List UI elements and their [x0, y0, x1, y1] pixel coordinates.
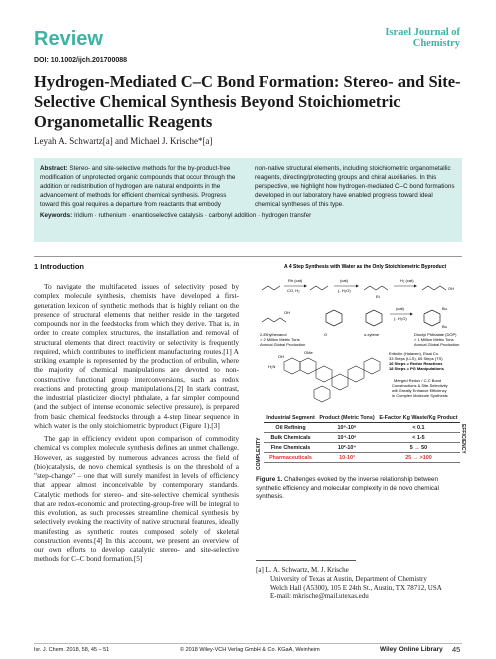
ethylhexanol-structure [262, 318, 286, 322]
label-bu-1: Bu [442, 306, 447, 311]
abstract-text-1: Stereo- and site-selective methods for the by-product-free modification of unprotected organic compounds that occur through the addition or redistribution of hydrogen are natural endpoints in the advancement of methods for efficient chemical synthesis. Progress toward this goal requires a departure from reactants that embody [40, 165, 236, 208]
label-cat-1: (cat) [340, 278, 348, 283]
table-header-segment: Industrial Segment [264, 414, 317, 423]
abstract-col-1 [40, 164, 241, 209]
table-row [264, 453, 460, 463]
keywords [40, 211, 456, 220]
label-merged-4: in Complex Molecule Synthesis [392, 393, 448, 398]
table-cell: 5 → 50 [377, 443, 460, 453]
table-cell: 10⁶-10⁸ [317, 423, 377, 433]
affiliation-divider [256, 560, 356, 561]
affiliation [256, 566, 462, 601]
body-text [34, 282, 239, 568]
affiliation-email[interactable]: E-mail: mkrische@mail.utexas.edu [270, 592, 369, 601]
footer-divider [34, 643, 462, 644]
label-dop: Dioctyl Phthalate (DOP) [414, 332, 457, 337]
label-eribulin-4: 18 Steps = PG Manipulations [389, 366, 444, 371]
label-ome: OMe [304, 350, 313, 355]
label-ethylhexanol: 2-Ethylhexanol [260, 332, 287, 337]
label-merged-2: Constructions & Site-Selectivity [392, 383, 448, 388]
label-co-h2: CO, H₂ [287, 288, 300, 293]
eribulin-structure [284, 358, 380, 402]
label-oh-1: OH [448, 286, 454, 291]
footer-library[interactable]: Wiley Online Library [380, 646, 443, 653]
label-eribulin-3: 16 Steps = Redox Reactions [389, 361, 443, 366]
efficiency-axis-label: EFFICIENCY [460, 424, 466, 454]
divider [34, 256, 462, 257]
label-dop-t2: Annual Global Production [414, 342, 460, 347]
label-merged-1: Merged Redox / C-C Bond [394, 378, 442, 383]
abstract-text-2: non-native structural elements, including stoichiometric organometallic reagents, directing/protecting groups and chiral auxiliaries. In this perspective, we highlight how hydrogen-mediated C–C bond formations developed in our laboratory have enabled progress toward ideal chemical syntheses of this type. [255, 165, 455, 208]
footer-copyright: © 2018 Wiley-VCH Verlag GmbH & Co. KGaA, Weinheim [180, 647, 320, 653]
doi[interactable]: DOI: 10.1002/ijch.201700088 [34, 57, 128, 64]
label-h2o-1: (- H₂O) [338, 288, 351, 293]
phthalic-anhydride-structure [326, 310, 342, 326]
figure-title: A 4 Step Synthesis with Water as the Only Stoichiometric Byproduct [284, 264, 447, 270]
paragraph-2: The gap in efficiency evident upon comparison of commodity chemical vs complex molecule synthesis defines an unmet challenge. However, as suggested by numerous advances across the field of (bio)catalysis, de novo chemical synthesis is on the threshold of a "step-change" – one that will surely manifest in levels of efficiency that appear almost inconceivable by contemporary standards. Catalytic methods for stereo- and site-selective chemical synthesis that are redox-economic and protecting-group-free will be integral to this evolution, as such processes streamline chemical synthesis by selectively evoking the reactivity of native structural features, ideally manifesting as synthetic routes composed solely of skeletal construction events.[4] In this account, we present an overview of our own efforts to develop catalytic stereo- and site-selective methods for C–C bond formation.[5] [34, 434, 239, 564]
table-cell: < 0.1 [377, 423, 460, 433]
abstract-col-2 [255, 164, 456, 209]
article-title: Hydrogen-Mediated C–C Bond Formation: Stereo- and Site-Selective Chemical Synthesis Beyond Stoichiometric Organometallic Reagents [34, 72, 461, 131]
label-ethylhexanol-t1: > 2 Million Metric Tons [260, 337, 300, 342]
table-row [264, 423, 460, 433]
complexity-axis-label: COMPLEXITY [256, 437, 262, 470]
table-header-efactor: E-Factor Kg Waste/Kg Product [377, 414, 460, 423]
section-heading: 1 Introduction [34, 262, 84, 271]
label-oh-2: OH [284, 310, 290, 315]
table-cell: Fine Chemicals [264, 443, 317, 453]
affiliation-line-3: Welch Hall (A5300), 105 E 24th St., Austin, TX 78712, USA [270, 583, 442, 592]
table-cell: Bulk Chemicals [264, 433, 317, 443]
label-bu-2: Bu [442, 324, 447, 329]
table-cell: 25 → >100 [377, 453, 460, 463]
table-cell: 10²-10⁴ [317, 443, 377, 453]
table-row [264, 433, 460, 443]
label-rh: Rh (cat) [288, 278, 303, 283]
label-oxylene: o-xylene [364, 332, 380, 337]
label-ethylhexanol-t2: Annual Global Production [260, 342, 306, 347]
affiliation-line-2: University of Texas at Austin, Department of Chemistry [270, 574, 427, 583]
enal-structure [364, 286, 388, 290]
journal-name: Israel Journal of Chemistry [385, 27, 460, 49]
figure-caption [256, 476, 462, 502]
table-row [264, 443, 460, 453]
keywords-label: Keywords: [40, 212, 73, 219]
caption-text: Challenges evoked by the inverse relationship between synthetic efficiency and molecular complexity in de novo chemical synthesis. [256, 476, 439, 500]
footer-citation: Isr. J. Chem. 2018, 58, 45 – 51 [34, 647, 110, 653]
label-dop-t1: > 1 Million Metric Tons [414, 337, 454, 342]
table-cell: Oil Refining [264, 423, 317, 433]
paragraph-1: To navigate the multifaceted issues of selectivity posed by complex molecule synthesis, chemists have developed a first-generation lexicon of synthetic methods that is highly reliant on the presence of structural elements that neither reside in the targeted compounds nor in the feedstocks from which they derive. That is, in order to create complex structures, the installation and removal of structural elements that direct reactivity or selectivity is frequently required, which contributes to inefficient manufacturing routes.[1] A striking example is represented by the production of eribulin, where the majority of chemical manipulations are devoted to non-constructive functional group interconversions, such as redox reactions and protecting group manipulations.[2] In stark contrast, the industrial plasticizer dioctyl phthalate, a far simpler compound (and the subject of intense economic selective pressure), is prepared from basic chemical feedstocks through a 4-step linear sequence in which water is the only stoichiometric byproduct (Figure 1).[3] [34, 282, 239, 430]
table-cell: 10⁴-10⁶ [317, 433, 377, 443]
table-header-product: Product (Metric Tons) [317, 414, 377, 423]
alcohol-structure [422, 286, 446, 290]
table-cell: 10-10³ [317, 453, 377, 463]
label-cat-2: (cat) [396, 306, 404, 311]
figure-scheme [254, 262, 464, 412]
oxylene-structure [366, 310, 382, 326]
section-label: Review [34, 28, 103, 50]
table-cell: Pharmaceuticals [264, 453, 317, 463]
dop-structure [424, 310, 440, 326]
page-number: 45 [452, 645, 461, 654]
label-h2n: H₂N [268, 364, 276, 369]
keywords-list: Iridium · ruthenium · enantioselective catalysis · carbonyl addition · hydrogen transfer [73, 212, 312, 219]
label-eribulin-2: 33 Steps (LLS), 65 Steps (TS) [389, 356, 443, 361]
label-eribulin-oh: OH [278, 354, 284, 359]
butanal-structure [310, 286, 328, 290]
label-eribulin-1: Eribulin (Halaven), Eisai Co. [389, 351, 440, 356]
affiliation-line-1: [a] L. A. Schwartz, M. J. Krische [256, 566, 349, 574]
label-h2-cat: H₂ (cat) [400, 278, 414, 283]
table-cell: < 1-5 [377, 433, 460, 443]
authors: Leyah A. Schwartz[a] and Michael J. Krische*[a] [34, 136, 213, 146]
label-anhydride-o: O [324, 332, 328, 337]
efactor-table [264, 414, 460, 463]
abstract-label: Abstract: [40, 165, 68, 172]
label-et-1: Et [376, 294, 380, 299]
label-merged-3: will Greatly Enhance Efficiency [392, 388, 447, 393]
caption-label: Figure 1. [256, 476, 283, 483]
abstract-box [34, 158, 462, 242]
propene-structure [262, 286, 280, 290]
label-h2o-2: (- H₂O) [394, 316, 407, 321]
